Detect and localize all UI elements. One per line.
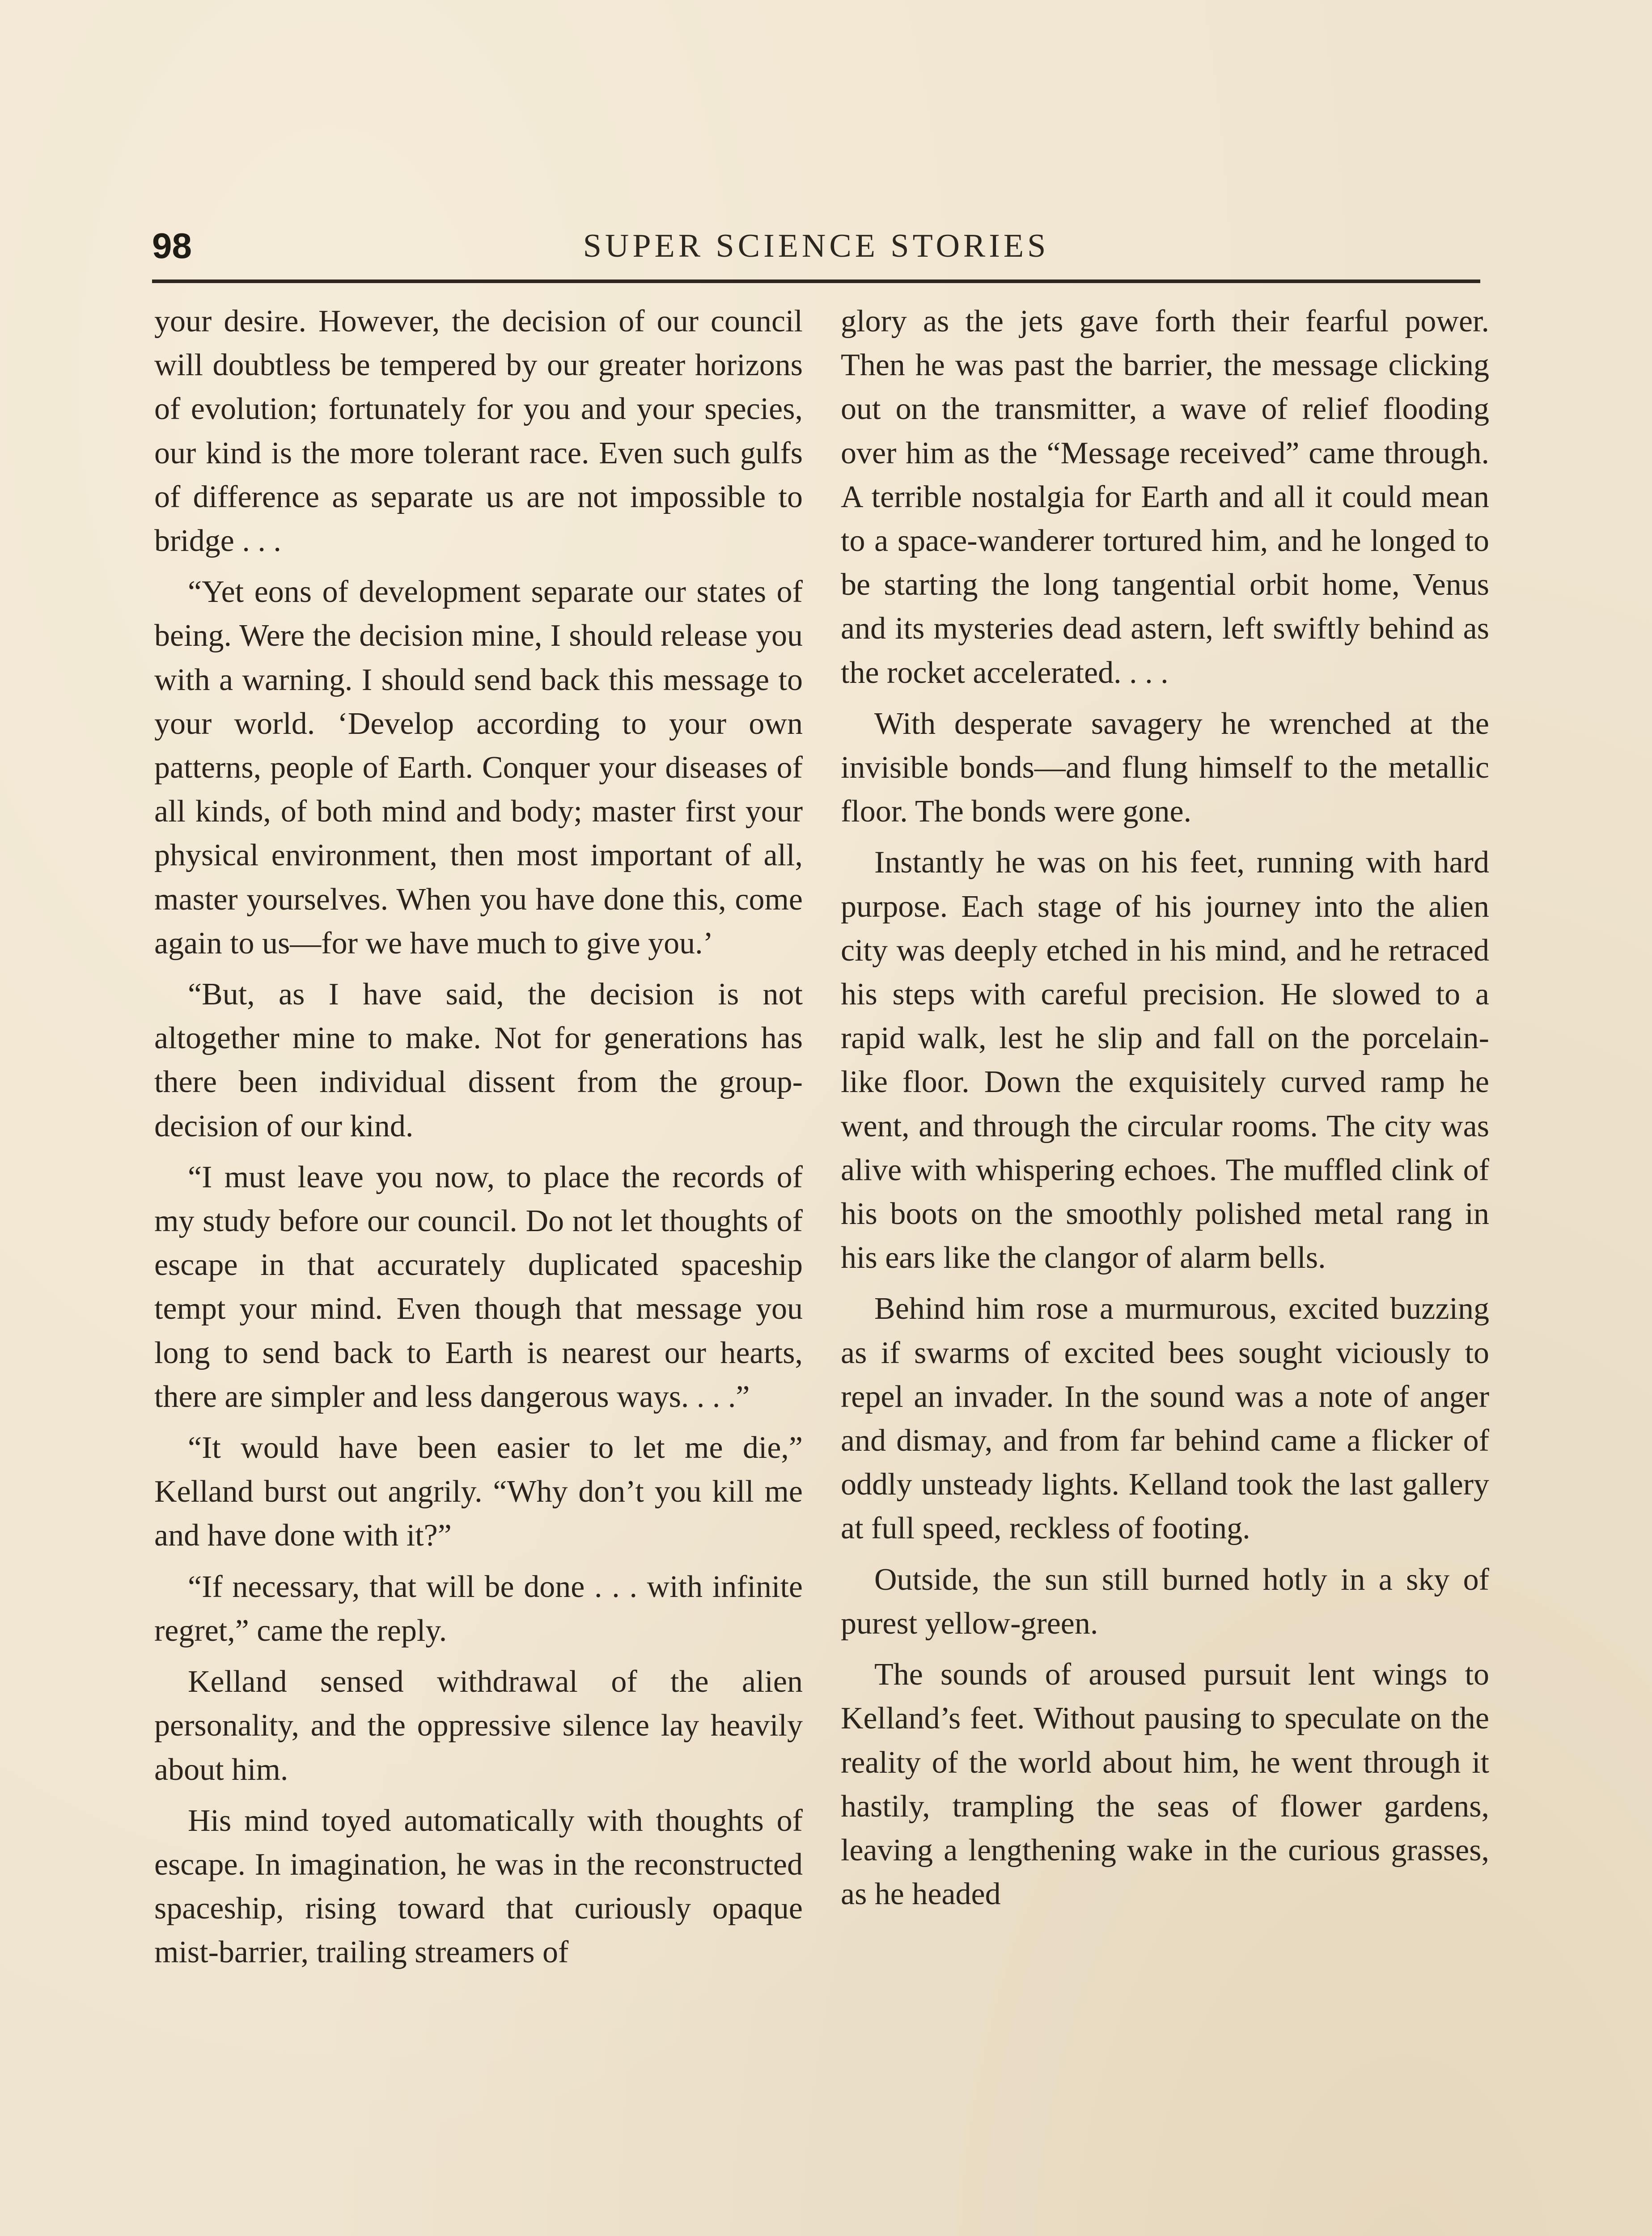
paragraph: “Yet eons of development separate our states of being. Were the decision mine, I should release you with a warning. I should send back this message to your world. ‘Develop according to your own patterns, people of Earth. Conquer your diseases of all kinds, of both mind and body; master first your physical environment, then most important of all, master yourselves. When you have done this, come again to us—for we have much to give you.’ [154, 575, 803, 961]
paragraph: “But, as I have said, the decision is not altogether mine to make. Not for generations has there been individual dissent from the group-decision of our kind. [154, 977, 803, 1143]
running-title: SUPER SCIENCE STORIES [583, 228, 1050, 264]
paragraph: The sounds of aroused pursuit lent wings to Kelland’s feet. Without pausing to speculate on the reality of the world about him, he went through it hastily, trampling the seas of flower gardens, leaving a lengthening wake in the curious grasses, as he headed [841, 1657, 1489, 1912]
paragraph: Kelland sensed withdrawal of the alien personality, and the oppressive silence lay heavily about him. [154, 1664, 803, 1787]
page-number: 98 [152, 226, 192, 266]
paragraph: your desire. However, the decision of our council will doubtless be tempered by our greater horizons of evolution; fortunately for you and your species, our kind is the more tolerant race. Even such gulfs of difference as separate us are not impossible to bridge . . . [154, 304, 803, 559]
paragraph: “It would have been easier to let me die,” Kelland burst out angrily. “Why don’t you kill me and have done with it?” [154, 1431, 803, 1553]
paragraph: Behind him rose a murmurous, excited buzzing as if swarms of excited bees sought viciously to repel an invader. In the sound was a note of anger and dismay, and from far behind came a flicker of oddly unsteady lights. Kelland took the last gallery at full speed, reckless of footing. [841, 1292, 1489, 1546]
paragraph: “If necessary, that will be done . . . with infinite regret,” came the reply. [154, 1569, 803, 1648]
paragraph: Outside, the sun still burned hotly in a sky of purest yellow-green. [841, 1562, 1489, 1641]
paragraph: His mind toyed automatically with thoughts of escape. In imagination, he was in the reconstructed spaceship, rising toward that curiously opaque mist-barrier, trailing streamers of [154, 1803, 803, 1970]
page-header [152, 221, 1480, 271]
paragraph: glory as the jets gave forth their fearful power. Then he was past the barrier, the message clicking out on the transmitter, a wave of relief flooding over him as the “Message received” came through. A terrible nostalgia for Earth and all it could mean to a space-wanderer tortured him, and he longed to be starting the long tangential orbit home, Venus and its mysteries dead astern, left swiftly behind as the rocket accelerated. . . . [841, 304, 1489, 690]
paragraph: With desperate savagery he wrenched at the invisible bonds—and flung himself to the metallic floor. The bonds were gone. [841, 706, 1489, 829]
right-column [841, 300, 1489, 1923]
left-column [154, 300, 803, 1982]
paragraph: Instantly he was on his feet, running with hard purpose. Each stage of his journey into the alien city was deeply etched in his mind, and he retraced his steps with careful precision. He slowed to a rapid walk, lest he slip and fall on the porcelain-like floor. Down the exquisitely curved ramp he went, and through the circular rooms. The city was alive with whispering echoes. The muffled clink of his boots on the smoothly polished metal rang in his ears like the clangor of alarm bells. [841, 845, 1489, 1275]
header-rule [152, 280, 1480, 283]
paragraph: “I must leave you now, to place the records of my study before our council. Do not let thoughts of escape in that accurately duplicated spaceship tempt your mind. Even though that message you long to send back to Earth is nearest our hearts, there are simpler and less dangerous ways. . . .” [154, 1160, 803, 1414]
